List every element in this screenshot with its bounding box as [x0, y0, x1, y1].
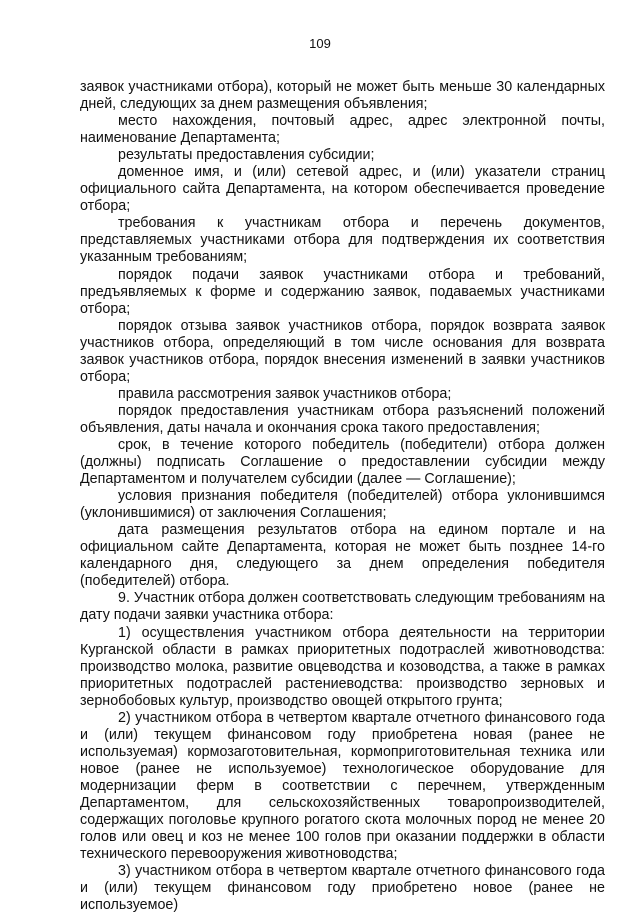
paragraph: порядок отзыва заявок участников отбора, порядок возврата заявок участников отбора, определяющий в том числе основания для возврата заявок участников отбора, порядок внесения изменений в заявки участников отбора;: [80, 317, 605, 385]
paragraph: 9. Участник отбора должен соответствовать следующим требованиям на дату подачи заявки участника отбора:: [80, 590, 605, 624]
paragraph: порядок предоставления участникам отбора разъяснений положений объявления, даты начала и окончания срока такого предоставления;: [80, 402, 605, 436]
paragraph: порядок подачи заявок участниками отбора и требований, предъявляемых к форме и содержанию заявок, подаваемых участниками отбора;: [80, 266, 605, 317]
paragraph: правила рассмотрения заявок участников отбора;: [118, 385, 452, 402]
paragraph: доменное имя, и (или) сетевой адрес, и (или) указатели страниц официального сайта Департамента, на котором обеспечивается проведение отбора;: [80, 164, 605, 215]
paragraph: дата размещения результатов отбора на едином портале и на официальном сайте Департамента, которая не может быть позднее 14-го календарного дня, следующего за днем определения победителя (победителей) отбора.: [80, 522, 605, 590]
paragraph: место нахождения, почтовый адрес, адрес электронной почты, наименование Департамента;: [80, 113, 605, 147]
paragraph: условия признания победителя (победителей) отбора уклонившимся (уклонившимися) от заключения Соглашения;: [80, 488, 605, 522]
page-number: 109: [309, 36, 331, 51]
paragraph: 3) участником отбора в четвертом квартале отчетного финансового года и (или) текущем финансовом году приобретено новое (ранее не используемое): [80, 863, 605, 914]
paragraph: срок, в течение которого победитель (победители) отбора должен (должны) подписать Соглашение о предоставлении субсидии между Департаментом и получателем субсидии (далее — Соглашение);: [80, 436, 605, 488]
paragraph: заявок участниками отбора), который не может быть меньше 30 календарных дней, следующих за днем размещения объявления;: [80, 79, 605, 113]
paragraph: требования к участникам отбора и перечень документов, представляемых участниками отбора для подтверждения их соответствия указанным требованиям;: [80, 215, 605, 266]
document-body: [80, 79, 605, 914]
paragraph: результаты предоставления субсидии;: [118, 147, 375, 164]
paragraph: 2) участником отбора в четвертом квартале отчетного финансового года и (или) текущем финансовом году приобретена новая (ранее не используемая) кормозаготовительная, кормоприготовительная техника или новое (ранее не используемое) технологическое оборудование для модернизации ферм в соответствии с перечнем, утвержденным Департаментом, для сельскохозяйственных товаропроизводителей, содержащих поголовье крупного рогатого скота молочных пород не менее 20 голов или овец и коз не менее 100 голов при оказании поддержки в области технического перевооружения животноводства;: [80, 709, 605, 863]
paragraph: 1) осуществления участником отбора деятельности на территории Курганской области в рамках приоритетных подотраслей животноводства: производство молока, развитие овцеводства и козоводства, а также в рамках приоритетных подотраслей растениеводства: производство зерновых и зернобобовых культур, производство овощей открытого грунта;: [80, 624, 605, 709]
